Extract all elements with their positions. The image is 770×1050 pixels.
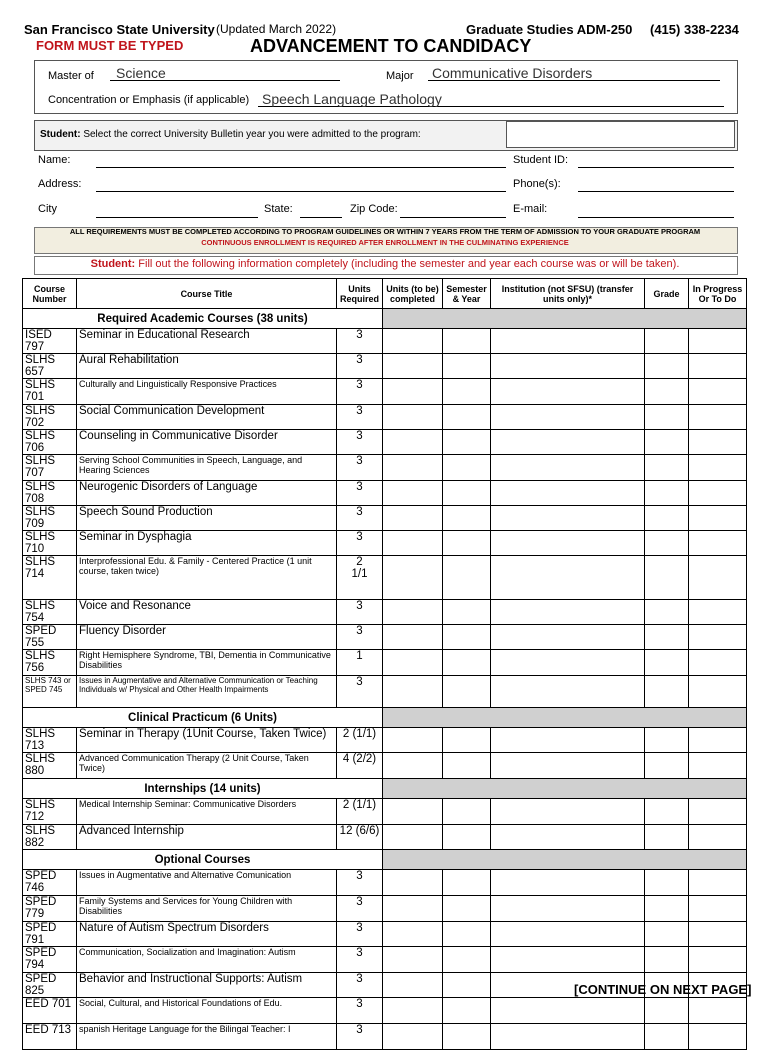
course-title: Advanced Communication Therapy (2 Unit Course, Taken Twice)	[77, 753, 337, 779]
semester-year-cell[interactable]	[443, 896, 491, 922]
grade-cell[interactable]	[645, 753, 689, 779]
course-title: Voice and Resonance	[77, 600, 337, 625]
units-required: 3	[337, 973, 383, 998]
course-number: SPED 746	[23, 870, 77, 896]
units-required: 3	[337, 354, 383, 379]
in-progress-cell[interactable]	[689, 329, 747, 354]
course-number: SLHS 882	[23, 825, 77, 850]
grade-cell[interactable]	[645, 870, 689, 896]
address-label: Address:	[38, 178, 82, 190]
in-progress-cell[interactable]	[689, 354, 747, 379]
in-progress-cell[interactable]	[689, 379, 747, 405]
grade-cell[interactable]	[645, 354, 689, 379]
units-completed-cell[interactable]	[383, 600, 443, 625]
zip-label: Zip Code:	[350, 203, 398, 215]
units-required: 3	[337, 922, 383, 947]
semester-year-cell[interactable]	[443, 329, 491, 354]
bulletin-year-prompt: Student: Select the correct University Bulletin year you were admitted to the program:	[40, 129, 421, 140]
grade-cell[interactable]	[645, 799, 689, 825]
grade-cell[interactable]	[645, 825, 689, 850]
units-required: 3	[337, 506, 383, 531]
course-row	[23, 896, 747, 922]
institution-cell[interactable]	[491, 922, 645, 947]
units-required: 3	[337, 625, 383, 650]
grade-cell[interactable]	[645, 896, 689, 922]
grade-cell[interactable]	[645, 650, 689, 676]
instruction-text: Student: Fill out the following information completely (including the semester and year each course was or will be taken).	[90, 258, 680, 270]
semester-year-cell[interactable]	[443, 430, 491, 455]
institution-cell[interactable]	[491, 676, 645, 708]
major-field[interactable]: Communicative Disorders	[432, 65, 593, 81]
state-label: State:	[264, 203, 293, 215]
course-row	[23, 870, 747, 896]
units-completed-cell[interactable]	[383, 430, 443, 455]
course-title: spanish Heritage Language for the Bilingal Teacher: I	[77, 1024, 337, 1050]
course-row	[23, 531, 747, 556]
semester-year-cell[interactable]	[443, 625, 491, 650]
course-row	[23, 753, 747, 779]
units-completed-cell[interactable]	[383, 947, 443, 973]
state-field[interactable]	[300, 217, 342, 218]
course-title: Nature of Autism Spectrum Disorders	[77, 922, 337, 947]
grade-cell[interactable]	[645, 455, 689, 481]
course-number: SLHS 707	[23, 455, 77, 481]
units-completed-cell[interactable]	[383, 650, 443, 676]
in-progress-cell[interactable]	[689, 481, 747, 506]
units-required: 3	[337, 870, 383, 896]
form-code: Graduate Studies ADM-250	[466, 22, 633, 37]
course-table	[22, 278, 747, 1050]
institution-cell[interactable]	[491, 531, 645, 556]
course-title: Seminar in Therapy (1Unit Course, Taken Twice)	[77, 728, 337, 753]
city-field[interactable]	[96, 217, 258, 218]
concentration-label: Concentration or Emphasis (if applicable)	[48, 94, 250, 106]
in-progress-cell[interactable]	[689, 998, 747, 1024]
section-header	[23, 708, 747, 728]
semester-year-cell[interactable]	[443, 650, 491, 676]
course-row	[23, 455, 747, 481]
in-progress-cell[interactable]	[689, 625, 747, 650]
grade-cell[interactable]	[645, 600, 689, 625]
units-completed-cell[interactable]	[383, 506, 443, 531]
name-field[interactable]	[96, 167, 506, 168]
course-row	[23, 329, 747, 354]
in-progress-cell[interactable]	[689, 676, 747, 708]
form-title: ADVANCEMENT TO CANDIDACY	[250, 36, 532, 56]
course-title: Culturally and Linguistically Responsive Practices	[77, 379, 337, 405]
institution-cell[interactable]	[491, 556, 645, 600]
requirements-notice-line2: CONTINUOUS ENROLLMENT IS REQUIRED AFTER ENROLLMENT IN THE CULMINATING EXPERIENCE	[201, 238, 569, 247]
units-completed-cell[interactable]	[383, 531, 443, 556]
grade-cell[interactable]	[645, 430, 689, 455]
institution-cell[interactable]	[491, 329, 645, 354]
units-required: 3	[337, 379, 383, 405]
course-title: Social, Cultural, and Historical Foundations of Edu.	[77, 998, 337, 1024]
units-required: 12 (6/6)	[337, 825, 383, 850]
units-required: 3	[337, 998, 383, 1024]
updated-date: (Updated March 2022)	[216, 22, 337, 36]
course-number: SPED 779	[23, 896, 77, 922]
institution-cell[interactable]	[491, 650, 645, 676]
course-title: Family Systems and Services for Young Children with Disabilities	[77, 896, 337, 922]
institution-cell[interactable]	[491, 998, 645, 1024]
units-completed-cell[interactable]	[383, 405, 443, 430]
course-title: Behavior and Instructional Supports: Autism	[77, 973, 337, 998]
semester-year-cell[interactable]	[443, 799, 491, 825]
course-number: SLHS 706	[23, 430, 77, 455]
in-progress-cell[interactable]	[689, 870, 747, 896]
course-title: Counseling in Communicative Disorder	[77, 430, 337, 455]
course-number: SLHS 709	[23, 506, 77, 531]
in-progress-cell[interactable]	[689, 455, 747, 481]
section-title: Required Academic Courses (38 units)	[23, 309, 383, 329]
must-be-typed-notice: FORM MUST BE TYPED	[36, 38, 184, 53]
units-required: 3	[337, 329, 383, 354]
grade-cell[interactable]	[645, 1024, 689, 1050]
course-row	[23, 676, 747, 708]
in-progress-cell[interactable]	[689, 947, 747, 973]
section-title: Internships (14 units)	[23, 779, 383, 799]
grade-cell[interactable]	[645, 379, 689, 405]
units-completed-cell[interactable]	[383, 799, 443, 825]
institution-cell[interactable]	[491, 455, 645, 481]
col-units-required: Units Required	[337, 279, 383, 309]
institution-cell[interactable]	[491, 354, 645, 379]
institution-cell[interactable]	[491, 625, 645, 650]
course-title: Neurogenic Disorders of Language	[77, 481, 337, 506]
section-shade	[383, 309, 747, 329]
grade-cell[interactable]	[645, 998, 689, 1024]
units-required: 3	[337, 600, 383, 625]
course-row	[23, 379, 747, 405]
zip-field[interactable]	[400, 217, 506, 218]
units-completed-cell[interactable]	[383, 1024, 443, 1050]
course-title: Communication, Socialization and Imagination: Autism	[77, 947, 337, 973]
grade-cell[interactable]	[645, 506, 689, 531]
units-completed-cell[interactable]	[383, 825, 443, 850]
grade-cell[interactable]	[645, 405, 689, 430]
course-title: Aural Rehabilitation	[77, 354, 337, 379]
course-row	[23, 799, 747, 825]
semester-year-cell[interactable]	[443, 379, 491, 405]
course-row	[23, 556, 747, 600]
institution-cell[interactable]	[491, 799, 645, 825]
course-row	[23, 405, 747, 430]
section-title: Clinical Practicum (6 Units)	[23, 708, 383, 728]
semester-year-cell[interactable]	[443, 870, 491, 896]
grade-cell[interactable]	[645, 947, 689, 973]
course-row	[23, 430, 747, 455]
units-required: 2 (1/1)	[337, 728, 383, 753]
course-title: Fluency Disorder	[77, 625, 337, 650]
in-progress-cell[interactable]	[689, 922, 747, 947]
grade-cell[interactable]	[645, 922, 689, 947]
units-required: 2 1/1	[337, 556, 383, 600]
in-progress-cell[interactable]	[689, 728, 747, 753]
in-progress-cell[interactable]	[689, 753, 747, 779]
units-completed-cell[interactable]	[383, 676, 443, 708]
in-progress-cell[interactable]	[689, 799, 747, 825]
course-number: SLHS 657	[23, 354, 77, 379]
semester-year-cell[interactable]	[443, 922, 491, 947]
requirements-notice-line1: ALL REQUIREMENTS MUST BE COMPLETED ACCORDING TO PROGRAM GUIDELINES OR WITHIN 7 YEARS FROM THE TERM OF ADMISSION TO YOUR GRADUATE PROGRAM	[69, 227, 701, 236]
phones-label: Phone(s):	[513, 178, 561, 190]
course-row	[23, 600, 747, 625]
col-grade: Grade	[645, 279, 689, 309]
grade-cell[interactable]	[645, 728, 689, 753]
course-number: SLHS 713	[23, 728, 77, 753]
section-shade	[383, 708, 747, 728]
in-progress-cell[interactable]	[689, 825, 747, 850]
in-progress-cell[interactable]	[689, 896, 747, 922]
units-completed-cell[interactable]	[383, 556, 443, 600]
course-number: SLHS 712	[23, 799, 77, 825]
semester-year-cell[interactable]	[443, 676, 491, 708]
units-completed-cell[interactable]	[383, 728, 443, 753]
course-title: Issues in Augmentative and Alternative Comunication	[77, 870, 337, 896]
units-required: 3	[337, 430, 383, 455]
course-row	[23, 922, 747, 947]
col-course-title: Course Title	[77, 279, 337, 309]
semester-year-cell[interactable]	[443, 1024, 491, 1050]
name-label: Name:	[38, 154, 71, 166]
institution-cell[interactable]	[491, 896, 645, 922]
units-completed-cell[interactable]	[383, 896, 443, 922]
email-label: E-mail:	[513, 203, 548, 215]
course-number: SLHS 708	[23, 481, 77, 506]
course-row	[23, 998, 747, 1024]
col-semester-year: Semester & Year	[443, 279, 491, 309]
institution-cell[interactable]	[491, 1024, 645, 1050]
course-number: SLHS 702	[23, 405, 77, 430]
in-progress-cell[interactable]	[689, 430, 747, 455]
in-progress-cell[interactable]	[689, 556, 747, 600]
course-row	[23, 825, 747, 850]
address-field[interactable]	[96, 191, 506, 192]
institution-cell[interactable]	[491, 728, 645, 753]
semester-year-cell[interactable]	[443, 405, 491, 430]
semester-year-cell[interactable]	[443, 998, 491, 1024]
master-of-field[interactable]: Science	[116, 65, 166, 81]
semester-year-cell[interactable]	[443, 556, 491, 600]
student-id-label: Student ID:	[513, 154, 569, 166]
course-title: Medical Internship Seminar: Communicative Disorders	[77, 799, 337, 825]
course-title: Seminar in Educational Research	[77, 329, 337, 354]
semester-year-cell[interactable]	[443, 825, 491, 850]
course-number: SPED 755	[23, 625, 77, 650]
col-in-progress: In Progress Or To Do	[689, 279, 747, 309]
course-title: Interprofessional Edu. & Family - Centered Practice (1 unit course, taken twice)	[77, 556, 337, 600]
course-title: Advanced Internship	[77, 825, 337, 850]
units-required: 3	[337, 676, 383, 708]
section-header	[23, 779, 747, 799]
in-progress-cell[interactable]	[689, 531, 747, 556]
course-number: EED 701	[23, 998, 77, 1024]
col-units-completed: Units (to be) completed	[383, 279, 443, 309]
bulletin-year-input[interactable]	[506, 121, 735, 148]
university-name: San Francisco State University	[24, 22, 215, 37]
course-number: SPED 825	[23, 973, 77, 998]
units-completed-cell[interactable]	[383, 753, 443, 779]
units-required: 1	[337, 650, 383, 676]
course-row	[23, 506, 747, 531]
units-required: 3	[337, 455, 383, 481]
course-title: Social Communication Development	[77, 405, 337, 430]
units-required: 3	[337, 405, 383, 430]
units-completed-cell[interactable]	[383, 379, 443, 405]
course-number: SLHS 710	[23, 531, 77, 556]
section-shade	[383, 779, 747, 799]
units-required: 4 (2/2)	[337, 753, 383, 779]
grade-cell[interactable]	[645, 556, 689, 600]
institution-cell[interactable]	[491, 405, 645, 430]
in-progress-cell[interactable]	[689, 650, 747, 676]
semester-year-cell[interactable]	[443, 753, 491, 779]
section-header	[23, 309, 747, 329]
course-row	[23, 481, 747, 506]
course-number: SPED 794	[23, 947, 77, 973]
section-header	[23, 850, 747, 870]
course-number: SLHS 880	[23, 753, 77, 779]
in-progress-cell[interactable]	[689, 1024, 747, 1050]
course-row	[23, 1024, 747, 1050]
in-progress-cell[interactable]	[689, 506, 747, 531]
semester-year-cell[interactable]	[443, 354, 491, 379]
semester-year-cell[interactable]	[443, 481, 491, 506]
course-title: Speech Sound Production	[77, 506, 337, 531]
course-title: Issues in Augmentative and Alternative Communication or Teaching Individuals w/ Physical and Other Health Impairments	[77, 676, 337, 708]
in-progress-cell[interactable]	[689, 600, 747, 625]
col-course-number: Course Number	[23, 279, 77, 309]
course-number: SLHS 701	[23, 379, 77, 405]
course-row	[23, 728, 747, 753]
course-row	[23, 354, 747, 379]
units-required: 3	[337, 947, 383, 973]
course-row	[23, 650, 747, 676]
course-number: SPED 791	[23, 922, 77, 947]
course-number: SLHS 743 or SPED 745	[23, 676, 77, 708]
institution-cell[interactable]	[491, 430, 645, 455]
grade-cell[interactable]	[645, 676, 689, 708]
semester-year-cell[interactable]	[443, 600, 491, 625]
section-title: Optional Courses	[23, 850, 383, 870]
grade-cell[interactable]	[645, 625, 689, 650]
institution-cell[interactable]	[491, 947, 645, 973]
institution-cell[interactable]	[491, 600, 645, 625]
units-completed-cell[interactable]	[383, 625, 443, 650]
col-institution: Institution (not SFSU) (transfer units only)*	[491, 279, 645, 309]
course-row	[23, 947, 747, 973]
units-completed-cell[interactable]	[383, 354, 443, 379]
course-title: Seminar in Dysphagia	[77, 531, 337, 556]
units-required: 3	[337, 481, 383, 506]
units-completed-cell[interactable]	[383, 922, 443, 947]
semester-year-cell[interactable]	[443, 973, 491, 998]
course-title: Serving School Communities in Speech, Language, and Hearing Sciences	[77, 455, 337, 481]
semester-year-cell[interactable]	[443, 728, 491, 753]
phone-number: (415) 338-2234	[650, 22, 739, 37]
units-completed-cell[interactable]	[383, 973, 443, 998]
units-required: 3	[337, 1024, 383, 1050]
section-shade	[383, 850, 747, 870]
concentration-field[interactable]: Speech Language Pathology	[262, 91, 442, 107]
institution-cell[interactable]	[491, 379, 645, 405]
units-required: 3	[337, 896, 383, 922]
institution-cell[interactable]	[491, 481, 645, 506]
units-completed-cell[interactable]	[383, 329, 443, 354]
semester-year-cell[interactable]	[443, 947, 491, 973]
institution-cell[interactable]	[491, 506, 645, 531]
master-of-label: Master of	[48, 70, 94, 82]
phones-field[interactable]	[578, 191, 734, 192]
units-completed-cell[interactable]	[383, 870, 443, 896]
units-completed-cell[interactable]	[383, 481, 443, 506]
semester-year-cell[interactable]	[443, 506, 491, 531]
course-number: SLHS 756	[23, 650, 77, 676]
grade-cell[interactable]	[645, 531, 689, 556]
course-number: ISED 797	[23, 329, 77, 354]
semester-year-cell[interactable]	[443, 531, 491, 556]
course-row	[23, 625, 747, 650]
student-id-field[interactable]	[578, 167, 734, 168]
grade-cell[interactable]	[645, 329, 689, 354]
units-completed-cell[interactable]	[383, 998, 443, 1024]
course-number: SLHS 754	[23, 600, 77, 625]
units-completed-cell[interactable]	[383, 455, 443, 481]
email-field[interactable]	[578, 217, 734, 218]
units-required: 2 (1/1)	[337, 799, 383, 825]
institution-cell[interactable]	[491, 870, 645, 896]
course-number: EED 713	[23, 1024, 77, 1050]
in-progress-cell[interactable]	[689, 405, 747, 430]
continue-notice: [CONTINUE ON NEXT PAGE]	[574, 982, 752, 997]
major-label: Major	[386, 70, 414, 82]
semester-year-cell[interactable]	[443, 455, 491, 481]
institution-cell[interactable]	[491, 825, 645, 850]
institution-cell[interactable]	[491, 753, 645, 779]
units-required: 3	[337, 531, 383, 556]
city-label: City	[38, 203, 57, 215]
grade-cell[interactable]	[645, 481, 689, 506]
course-title: Right Hemisphere Syndrome, TBI, Dementia in Communicative Disabilities	[77, 650, 337, 676]
course-number: SLHS 714	[23, 556, 77, 600]
